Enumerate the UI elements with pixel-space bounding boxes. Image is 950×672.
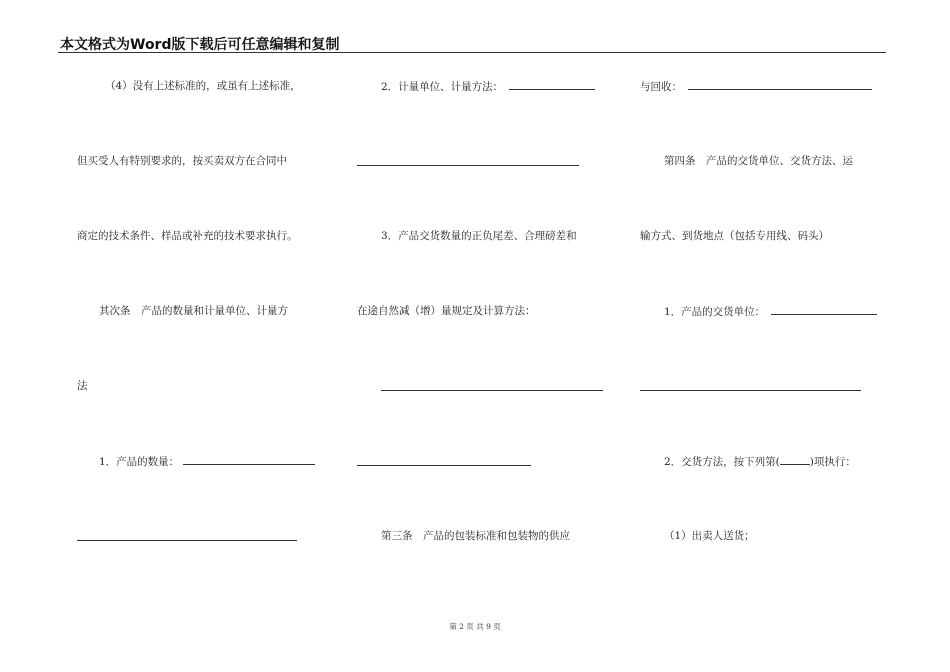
delivery-unit-blank[interactable]: [771, 304, 877, 315]
col3-line3: 输方式、到货地点（包括专用线、码头）: [640, 230, 829, 242]
col2-unit-line: [381, 79, 595, 94]
delivery-method-label-a: 2．交货方法，按下列第(: [664, 456, 780, 468]
col1-blank-rule[interactable]: [77, 540, 297, 541]
recovery-blank[interactable]: [688, 79, 872, 90]
delivery-method-label-b: )项执行：: [809, 456, 856, 468]
quantity-blank[interactable]: [183, 454, 315, 465]
col3-delivery-unit-line: [664, 304, 877, 319]
col1-line4: 其次条 产品的数量和计量单位、计量方: [99, 305, 288, 317]
page-number: 第 2 页 共 9 页: [449, 622, 501, 631]
unit-blank[interactable]: [509, 79, 595, 90]
col3-recovery-line: [640, 79, 872, 94]
col2-article3-line: 第三条 产品的包装标准和包装物的供应: [381, 530, 570, 542]
recovery-label: 与回收：: [640, 81, 682, 93]
col3-seller-delivery-line: （1）出卖人送货；: [664, 530, 755, 542]
col2-blank-rule-3[interactable]: [357, 465, 531, 466]
header-divider: [58, 52, 886, 53]
col2-line4: 在途自然减（增）量规定及计算方法：: [357, 305, 536, 317]
col3-delivery-method-line: [664, 454, 856, 469]
document-header-title: 本文格式为Word版下载后可任意编辑和复制: [60, 37, 340, 53]
col1-quantity-line: [99, 454, 315, 469]
col1-line5: 法: [77, 380, 88, 392]
col1-line1: （4）没有上述标准的，或虽有上述标准，: [105, 80, 301, 92]
unit-label: 2．计量单位、计量方法：: [381, 81, 504, 93]
delivery-method-blank[interactable]: [780, 454, 810, 465]
col1-line2: 但买受人有特别要求的，按买卖双方在合同中: [77, 155, 287, 167]
col2-blank-rule-1[interactable]: [357, 165, 579, 166]
col3-article4-line: 第四条 产品的交货单位、交货方法、运: [664, 155, 853, 167]
delivery-unit-label: 1．产品的交货单位：: [664, 306, 766, 318]
col2-blank-rule-2[interactable]: [381, 390, 603, 391]
col2-line3: 3．产品交货数量的正负尾差、合理磅差和: [381, 230, 577, 242]
col3-blank-rule[interactable]: [640, 390, 861, 391]
quantity-label: 1．产品的数量：: [99, 456, 180, 468]
col1-line3: 商定的技术条件、样品或补充的技术要求执行。: [77, 230, 298, 242]
